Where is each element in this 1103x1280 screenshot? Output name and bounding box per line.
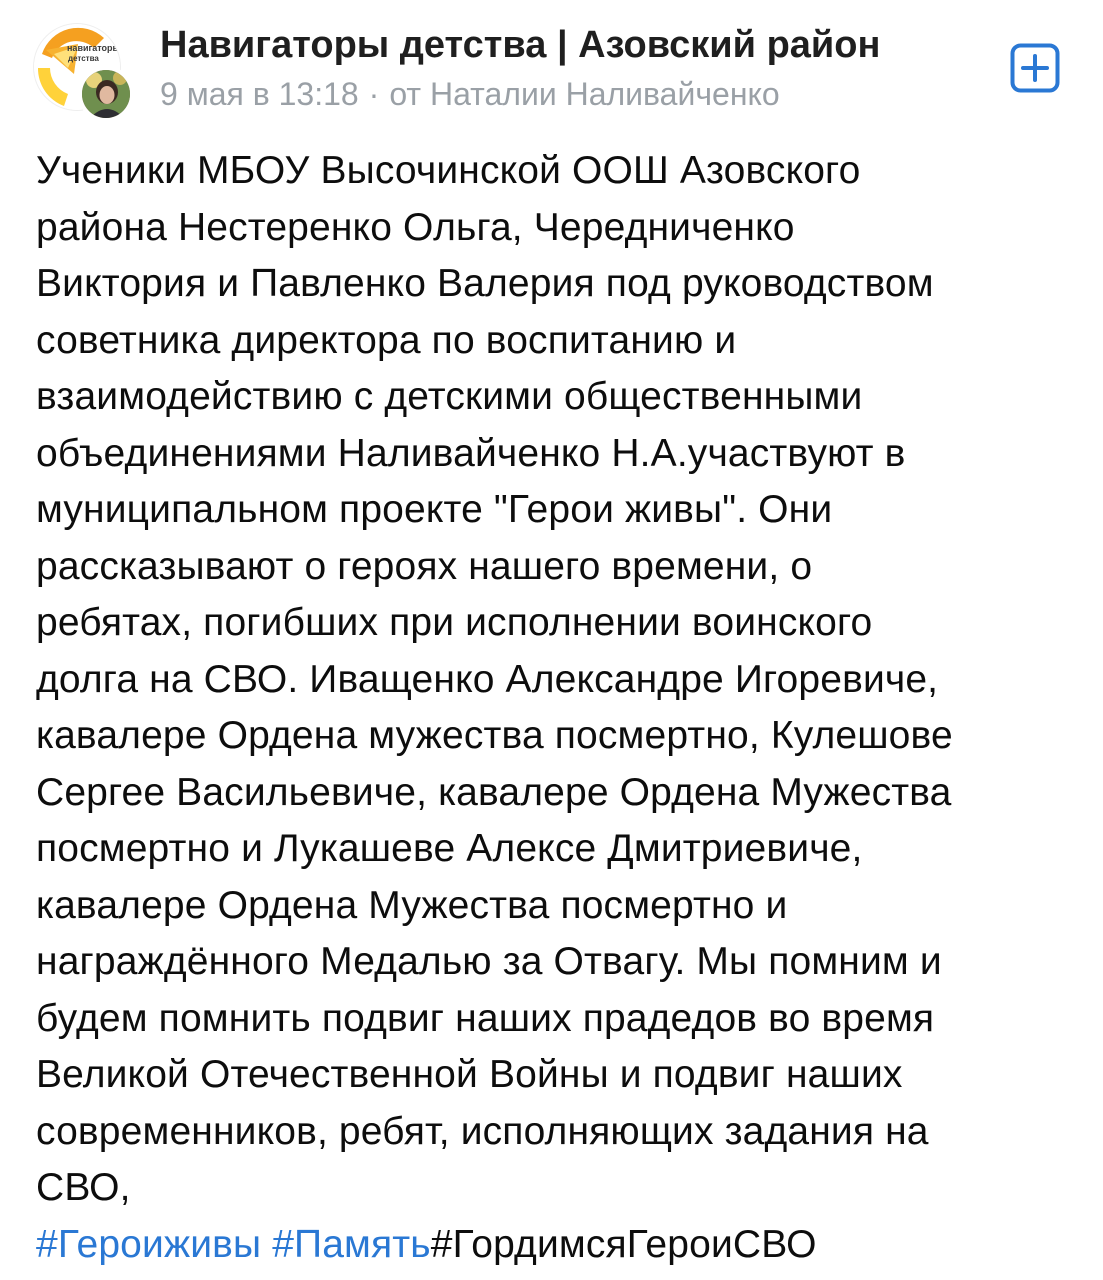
post-author[interactable]: от Наталии Наливайченко (389, 76, 780, 112)
post-text-line: Ученики МБОУ Высочинской ООШ Азовского (36, 149, 861, 192)
avatar-stack[interactable] (34, 24, 134, 124)
group-logo-subtext: детства (68, 54, 99, 63)
hashtag-link[interactable]: #Героиживы (36, 1222, 262, 1266)
post-body (36, 143, 1076, 1273)
group-title-link[interactable]: Навигаторы детства | Азовский район (160, 24, 881, 66)
post-text-line: ребятах, погибших при исполнении воинского (36, 601, 873, 644)
meta-separator: · (368, 76, 380, 112)
post-text-line: будем помнить подвиг наших прадедов во время (36, 996, 935, 1040)
hashtag-plain-text: #ГордимсяГероиСВО (430, 1222, 817, 1266)
plus-square-icon (1010, 43, 1060, 93)
post-text (36, 143, 1076, 1217)
post-text-line: современников, ребят, исполняющих задания на (36, 1109, 929, 1153)
post-date[interactable]: 9 мая в 13:18 (160, 76, 359, 112)
post-text-line: взаимодействию с детскими общественными (36, 375, 863, 418)
post-meta (160, 74, 780, 114)
post-text-line: награждённого Медалью за Отвагу. Мы помним и (36, 940, 942, 983)
post-text-line: посмертно и Лукашеве Алексе Дмитриевиче, (36, 827, 863, 870)
post-text-line: СВО, (36, 1166, 131, 1209)
post-text-line: объединениями Наливайченко Н.А.участвуют в (36, 431, 906, 475)
post-text-line: Виктория и Павленко Валерия под руководством (36, 262, 934, 305)
author-photo-icon (82, 70, 130, 118)
hashtag-link[interactable]: #Память (272, 1222, 431, 1266)
post-text-line: рассказывают о героях нашего времени, о (36, 544, 813, 588)
group-logo-text: навигаторы (67, 43, 120, 53)
hashtags-line (36, 1217, 1076, 1274)
author-avatar[interactable] (78, 66, 134, 122)
post-header (0, 0, 1103, 130)
post-text-line: муниципальном проекте "Герои живы". Они (36, 488, 833, 531)
post-text-line: района Нестеренко Ольга, Чередниченко (36, 205, 795, 249)
post-text-line: Сергее Васильевиче, кавалере Ордена Мужества (36, 770, 952, 814)
post-text-line: кавалере Ордена Мужества посмертно и (36, 883, 788, 927)
post-text-line: долга на СВО. Иващенко Александре Игоревиче, (36, 657, 939, 701)
subscribe-button[interactable] (1010, 43, 1060, 93)
post-text-line: советника директора по воспитанию и (36, 318, 737, 362)
post-text-line: кавалере Ордена мужества посмертно, Кулешове (36, 714, 953, 757)
post-text-line: Великой Отечественной Войны и подвиг наших (36, 1053, 903, 1096)
